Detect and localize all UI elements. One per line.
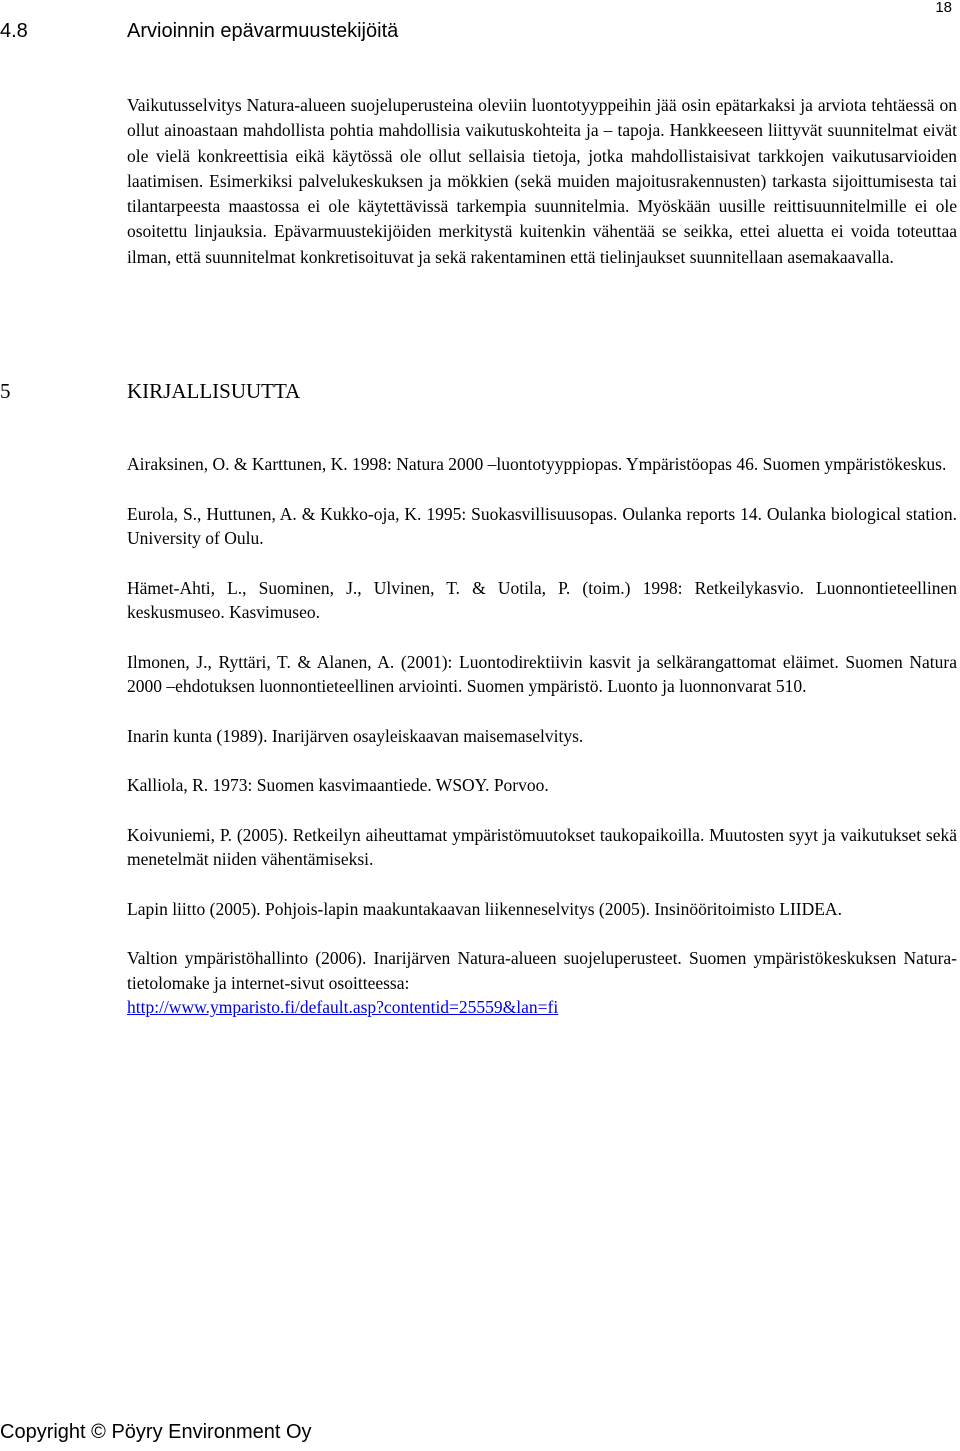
- section-number: 4.8: [0, 20, 28, 42]
- chapter-heading: [0, 378, 900, 404]
- reference-item: [127, 946, 957, 1020]
- body-paragraph: Vaikutusselvitys Natura-alueen suojeluperusteina oleviin luontotyyppeihin jää osin epätarkaksi ja arviota tehtäessä on ollut ainoastaan mahdollista pohtia mahdollisia vaikutuskohteita ja – tapoja. Hankkeeseen liittyvät suunnitelmat eivät ole vielä konkreettisia eikä käytössä ole ollut sellaisia tietoja, jotka mahdollistaisivat tarkkojen vaikutusarvioiden laatimisen. Esimerkiksi palvelukeskuksen ja mökkien (sekä muiden majoitusrakennusten) tarkasta sijoittumisesta tai tilantarpeesta maastossa ei ole käytettävissä tarkempia suunnitelmia. Myöskään uusille reittisuunnitelmille ei ole osoitettu linjauksia. Epävarmuustekijöiden merkitystä kuitenkin vähentää se seikka, ettei aluetta ei voida toteuttaa ilman, että suunnitelmat konkretisoituvat ja sekä rakentaminen että tielinjaukset suunnitellaan asemakaavalla.: [127, 95, 957, 267]
- reference-list: [127, 452, 957, 1045]
- page-number: 18: [935, 0, 952, 16]
- section-heading: [0, 18, 900, 44]
- reference-text: Hämet-Ahti, L., Suominen, J., Ulvinen, T. & Uotila, P. (toim.) 1998: Retkeilykasvio. Luonnontieteellinen keskusmuseo. Kasvimuseo.: [127, 577, 957, 622]
- reference-text: Koivuniemi, P. (2005). Retkeilyn aiheuttamat ympäristömuutokset taukopaikoilla. Muutosten syyt ja vaikutukset sekä menetelmät niiden vähentämiseksi.: [127, 824, 957, 869]
- copyright-footer: Copyright © Pöyry Environment Oy: [0, 1421, 312, 1443]
- reference-item: [127, 576, 957, 625]
- reference-text: Ilmonen, J., Ryttäri, T. & Alanen, A. (2001): Luontodirektiivin kasvit ja selkärangattomat eläimet. Suomen Natura 2000 –ehdotuksen luonnontieteellinen arviointi. Suomen ympäristö. Luonto ja luonnonvarat 510.: [127, 651, 957, 696]
- reference-text: Eurola, S., Huttunen, A. & Kukko-oja, K. 1995: Suokasvillisuusopas. Oulanka reports 14. Oulanka biological station. University of Oulu.: [127, 503, 957, 548]
- reference-item: [127, 502, 957, 551]
- reference-item: [127, 897, 957, 922]
- section-title: Arvioinnin epävarmuustekijöitä: [127, 20, 399, 42]
- reference-text: Airaksinen, O. & Karttunen, K. 1998: Natura 2000 –luontotyyppiopas. Ympäristöopas 46. Suomen ympäristökeskus.: [127, 454, 947, 474]
- chapter-title: KIRJALLISUUTTA: [127, 379, 301, 403]
- reference-text: Valtion ympäristöhallinto (2006). Inarijärven Natura-alueen suojeluperusteet. Suomen ympäristökeskuksen Natura-tietolomake ja internet-sivut osoitteessa:: [127, 948, 957, 993]
- chapter-number: 5: [0, 379, 11, 403]
- reference-text: Kalliola, R. 1973: Suomen kasvimaantiede. WSOY. Porvoo.: [127, 775, 549, 795]
- reference-item: [127, 452, 957, 477]
- reference-item: [127, 773, 957, 798]
- reference-item: [127, 724, 957, 749]
- reference-item: [127, 650, 957, 699]
- reference-url-link[interactable]: http://www.ymparisto.fi/default.asp?contentid=25559&lan=fi: [127, 997, 559, 1017]
- reference-text: Inarin kunta (1989). Inarijärven osayleiskaavan maisemaselvitys.: [127, 725, 584, 746]
- reference-text: Lapin liitto (2005). Pohjois-lapin maakuntakaavan liikenneselvitys (2005). Insinööritoimisto LIIDEA.: [127, 898, 842, 919]
- reference-item: [127, 823, 957, 872]
